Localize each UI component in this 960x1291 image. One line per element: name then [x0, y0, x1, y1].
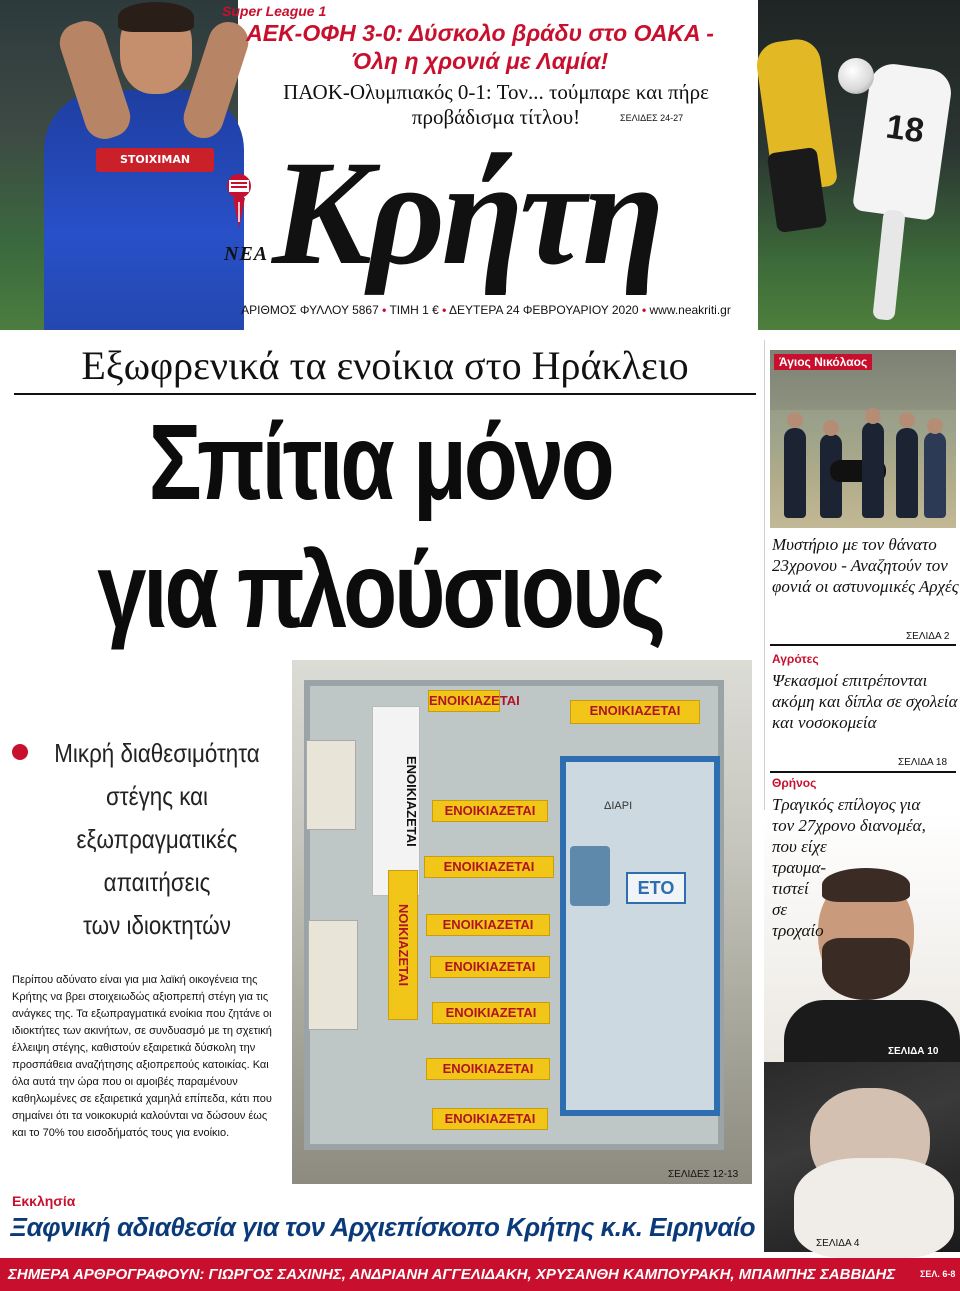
booth-sign: ΕΤΟ: [626, 872, 686, 904]
lead-body-text: Περίπου αδύνατο είναι για μια λαϊκή οικογένεια της Κρήτης να βρει στοιχειωδώς αξιοπρεπή στέγη για τις ανάγκες της. Τα εξωπραγματικά ενοίκια που ζητάνε οι ιδιοκτήτες των ακινήτων, σε συνδυασμό με τη σχετική έλλειψη στέγης, καθιστούν εξαιρετικά δύσκολη την προσπάθεια αναζήτησης αξιοπρεπούς κατοικίας. Και όλα αυτά την ώρα που οι αμοιβές παραμένουν καθηλωμένες σε εξαιρετικά χαμηλά επίπεδα, κάτι που σημαίνει ότι τα νοικοκυριά καλούνται να δώσουν έως και το 70% του εισοδήματός τους για ενοίκιο.: [12, 974, 272, 1139]
rental-sticker: ΕΝΟΙΚΙΑΖΕΤΑΙ: [424, 856, 554, 878]
rental-sticker: [308, 920, 358, 1030]
lead-headline-line2: για πλούσιους: [97, 529, 663, 650]
newspaper-logo: Κρήτη: [272, 130, 661, 296]
headline-line: σε: [772, 900, 788, 919]
issue-price: ΤΙΜΗ 1 €: [389, 303, 439, 317]
officer-figure: [862, 422, 884, 518]
bullet-line: Μικρή διαθεσιμότητα: [54, 738, 260, 768]
rental-sticker: ΕΝΟΙΚΙΑΖΕΤΑΙ: [432, 1108, 548, 1130]
columnists-banner: [0, 1258, 960, 1291]
jersey-number: 18: [883, 107, 927, 151]
officer-figure: [896, 428, 918, 518]
sidebar-headline-3[interactable]: [772, 794, 958, 941]
lead-kicker: Εξωφρενικά τα ενοίκια στο Ηράκλειο: [81, 343, 689, 388]
sport-headline[interactable]: ΑΕΚ-ΟΦΗ 3-0: Δύσκολο βράδυ στο ΟΑΚΑ - Όλη η χρονιά με Λαμία!: [246, 20, 714, 74]
bullet-line: στέγης και: [105, 781, 209, 811]
lead-bullet-text: [50, 732, 265, 947]
sidebar-page-1: ΣΕΛΙΔΑ 2: [906, 631, 950, 642]
pen-emblem-icon: [215, 172, 263, 230]
logo-prefix: ΝΕΑ: [224, 243, 269, 265]
officer-head: [823, 420, 839, 436]
agios-nikolaos-photo: [770, 350, 956, 528]
columnists-text: ΣΗΜΕΡΑ ΑΡΘΡΟΓΡΑΦΟΥΝ: ΓΙΩΡΓΟΣ ΣΑΧΙΝΗΣ, ΑΝΔΡΙΑΝΗ ΑΓΓΕΛΙΔΑΚΗ, ΧΡΥΣΑΝΘΗ ΚΑΜΠΟΥΡΑΚΗ, ΜΠΑΜΠΗΣ ΣΑΒΒΙΔΗΣ: [8, 1266, 896, 1283]
league-tag: Super League 1: [222, 3, 327, 19]
headline-line: Τραγικός επίλογος για: [772, 795, 921, 814]
portrait-beard: [822, 938, 910, 1000]
church-page: ΣΕΛΙΔΑ 4: [816, 1238, 860, 1249]
player-leg: [872, 209, 905, 321]
sidebar-headline-2[interactable]: Ψεκασμοί επιτρέπονται ακόμη και δίπλα σε σχολεία και νοσοκομεία: [772, 671, 958, 732]
divider: [770, 771, 956, 773]
story-tag: Εκκλησία: [12, 1193, 76, 1209]
football-icon: [838, 58, 874, 94]
rental-sticker: ΕΝΟΙΚΙΑΖΕΤΑΙ: [570, 700, 700, 724]
officer-figure: [924, 432, 946, 518]
sport-pages: ΣΕΛΙΔΕΣ 24-27: [620, 113, 684, 123]
lead-headline-line1: Σπίτια μόνο: [148, 401, 612, 522]
archbishop-photo: [764, 1062, 960, 1252]
booth-note: ΔΙΑΡΙ: [604, 800, 633, 812]
bullet-dot-icon: [12, 744, 28, 760]
bullet-line: των ιδιοκτητών: [83, 910, 231, 940]
story-tag: Άγιος Νικόλαος: [774, 354, 872, 370]
separator-dot: •: [442, 303, 447, 317]
issue-date: ΔΕΥΤΕΡΑ 24 ΦΕΒΡΟΥΑΡΙΟΥ 2020: [449, 303, 639, 317]
portrait-shirt: [784, 1000, 960, 1070]
sport-subheadline[interactable]: ΠΑΟΚ-Ολυμπιακός 0-1: Τον... τούμπαρε και πήρε προβάδισμα τίτλου!: [283, 80, 709, 129]
headline-line: τιστεί: [772, 879, 809, 898]
divider: [770, 644, 956, 646]
payphone-icon: [570, 846, 610, 906]
lead-headline[interactable]: [68, 398, 691, 654]
officer-head: [927, 418, 943, 434]
issue-info-line: [216, 303, 756, 317]
headline-line: τραυμα-: [772, 858, 827, 877]
rental-sticker: ΕΝΟΙΚΙΑΖΕΤΑΙ: [426, 1058, 550, 1080]
church-headline[interactable]: Ξαφνική αδιαθεσία για τον Αρχιεπίσκοπο Κρήτης κ.κ. Ειρηναίο: [10, 1212, 756, 1242]
headline-line: τροχαίο: [772, 921, 824, 940]
officer-head: [899, 412, 915, 428]
masthead: [0, 0, 960, 330]
officer-figure: [784, 428, 806, 518]
separator-dot: •: [641, 303, 647, 317]
sidebar-headline-1[interactable]: Μυστήριο με τον θάνατο 23χρονου - Αναζητούν τον φονιά οι αστυνομικές Αρχές: [772, 535, 959, 596]
rental-sticker: ΕΝΟΙΚΙΑΖΕΤΑΙ: [430, 956, 550, 978]
lead-photo-pages: ΣΕΛΙΔΕΣ 12-13: [668, 1169, 739, 1180]
sidebar-page-3: ΣΕΛΙΔΑ 10: [888, 1046, 939, 1057]
bullet-line: απαιτήσεις: [103, 867, 211, 897]
rental-sticker: [306, 740, 356, 830]
football-player-photo: [0, 0, 238, 330]
officer-head: [865, 408, 881, 424]
rental-sticker: ΕΝΟΙΚΙΑΖΕΤΑΙ: [426, 914, 550, 936]
bullet-line: εξωπραγματικές: [76, 824, 238, 854]
player-hair: [118, 2, 194, 32]
rental-sticker: ΕΝΟΙΚΙΑΖΕΤΑΙ: [432, 1002, 550, 1024]
rental-sticker: ΕΝΟΙΚΙΑΖΕΤΑΙ: [428, 690, 500, 712]
rental-signs-photo: [292, 660, 752, 1184]
football-match-photo: [758, 0, 960, 330]
sidebar-page-2: ΣΕΛΙΔΑ 18: [898, 757, 948, 768]
shirt-sponsor: STOIXIMAN: [96, 148, 214, 172]
officer-head: [787, 412, 803, 428]
rental-sticker: ΕΝΟΙΚΙΑΖΕΤΑΙ: [372, 706, 420, 896]
website-link[interactable]: www.neakriti.gr: [649, 303, 731, 317]
columnists-pages: ΣΕΛ. 6-8: [920, 1269, 956, 1279]
story-tag: Αγρότες: [772, 652, 819, 666]
headline-line: τον 27χρονο διανομέα,: [772, 816, 926, 835]
issue-number: ΑΡΙΘΜΟΣ ΦΥΛΛΟΥ 5867: [241, 303, 379, 317]
rental-sticker: ΕΝΟΙΚΙΑΖΕΤΑΙ: [432, 800, 548, 822]
divider: [14, 393, 756, 395]
booth-window: [560, 756, 720, 1116]
headline-line: που είχε: [772, 837, 827, 856]
story-tag: Θρήνος: [772, 776, 817, 790]
separator-dot: •: [382, 303, 387, 317]
rental-sticker: ΝΟΙΚΙΑΖΕΤΑΙ: [388, 870, 418, 1020]
